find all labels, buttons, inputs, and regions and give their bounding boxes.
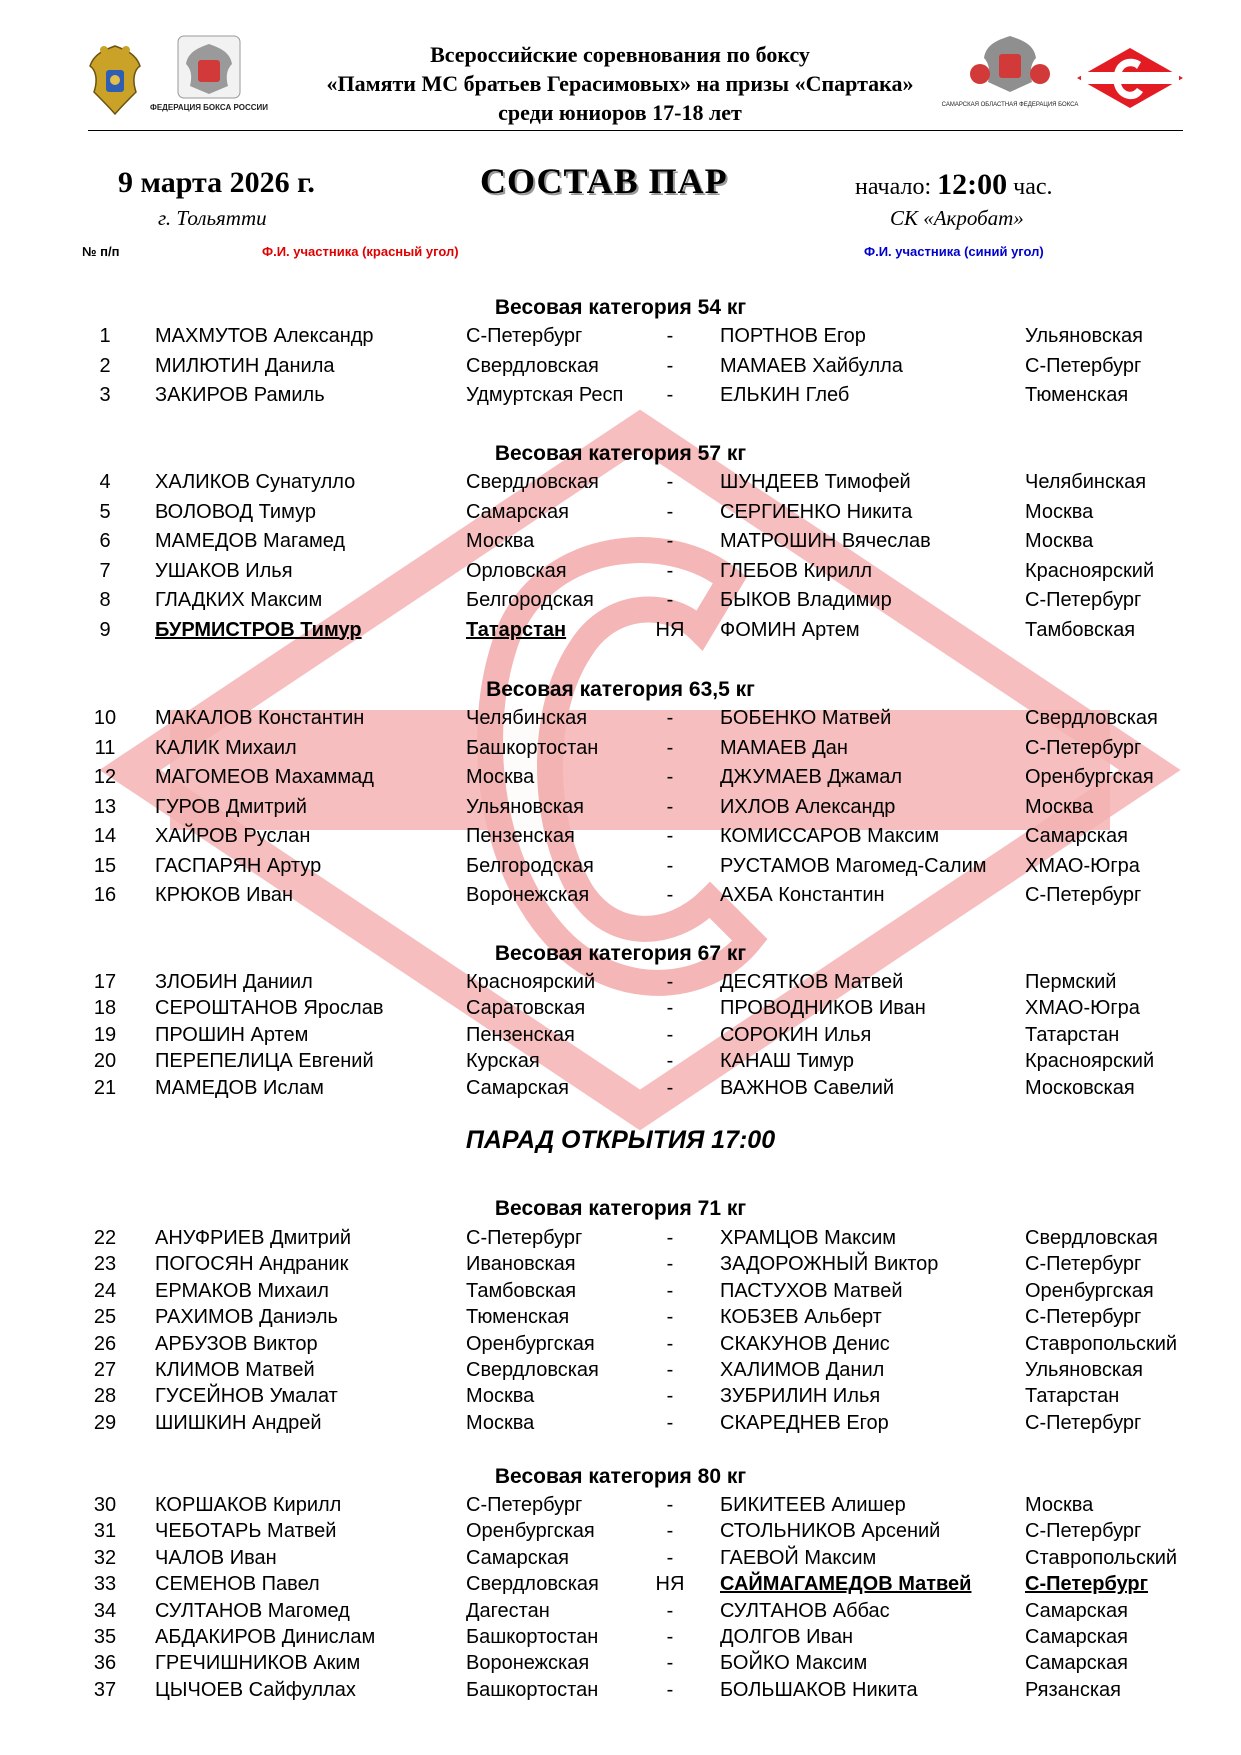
red-corner-name: ВОЛОВОД Тимур: [155, 500, 316, 523]
bout-row: [0, 501, 1241, 527]
blue-corner-name: СКАКУНОВ Денис: [720, 1332, 890, 1355]
blue-corner-region: Самарская: [1025, 1626, 1128, 1648]
bout-separator: -: [666, 1385, 674, 1408]
bout-number: 2: [99, 354, 111, 377]
blue-corner-region: С-Петербург: [1025, 354, 1142, 377]
blue-corner-region: Пермский: [1025, 971, 1117, 993]
red-corner-region: Башкортостан: [466, 1678, 599, 1701]
bout-separator: -: [666, 707, 674, 729]
red-corner-name: МАКАЛОВ Константин: [155, 707, 365, 729]
blue-corner-name: ФОМИН Артем: [720, 618, 860, 641]
red-corner-region: Пензенская: [466, 825, 575, 847]
bout-separator: -: [666, 1411, 674, 1434]
blue-corner-name: ДЖУМАЕВ Джамал: [720, 766, 902, 788]
bout-row: [0, 1253, 1241, 1279]
weight-category-heading: Весовая категория 54 кг: [494, 296, 747, 319]
bout-number: 21: [93, 1076, 117, 1099]
blue-corner-name: КОМИССАРОВ Максим: [720, 825, 940, 847]
bout-separator: -: [666, 736, 674, 759]
red-corner-region: Челябинская: [466, 707, 588, 729]
blue-corner-name: ГАЕВОЙ Максим: [720, 1546, 877, 1569]
red-corner-name: ХАЙРОВ Руслан: [155, 825, 311, 847]
blue-corner-name: СКАРЕДНЕВ Егор: [720, 1411, 889, 1434]
bout-number: 19: [93, 1023, 117, 1046]
red-corner-region: С-Петербург: [466, 1227, 583, 1249]
blue-corner-region: ХМАО-Югра: [1025, 997, 1140, 1020]
event-date: 9 марта 2026 г.: [118, 166, 315, 199]
blue-corner-name: ЕЛЬКИН Глеб: [720, 384, 850, 406]
weight-category-heading: Весовая категория 63,5 кг: [486, 678, 755, 701]
red-corner-name: МАГОМЕОВ Махаммад: [155, 766, 374, 788]
red-corner-name: КОРШАКОВ Кирилл: [155, 1494, 342, 1516]
event-title-line3: среди юниоров 17-18 лет: [498, 100, 742, 125]
bout-row: [0, 1494, 1241, 1520]
red-corner-name: СЕРОШТАНОВ Ярослав: [155, 997, 384, 1020]
bout-separator: -: [666, 500, 674, 523]
blue-corner-region: С-Петербург: [1025, 1411, 1142, 1434]
bout-number: 11: [94, 736, 116, 759]
blue-corner-name: ЗАДОРОЖНЫЙ Виктор: [720, 1253, 939, 1276]
red-corner-region: Дагестан: [466, 1599, 550, 1622]
blue-corner-name: БОЙКО Максим: [720, 1652, 868, 1675]
blue-corner-name: ПРОВОДНИКОВ Иван: [720, 997, 926, 1020]
bout-separator: -: [666, 997, 674, 1020]
red-corner-region: Москва: [466, 530, 535, 552]
red-corner-region: Самарская: [466, 500, 569, 523]
bout-number: 32: [93, 1546, 117, 1569]
bout-row: [0, 1359, 1241, 1385]
red-corner-name: ПЕРЕПЕЛИЦА Евгений: [155, 1050, 374, 1073]
bout-row: [0, 384, 1241, 410]
red-corner-name: ГУРОВ Дмитрий: [155, 795, 307, 818]
weight-category-heading: Весовая категория 80 кг: [494, 1465, 747, 1488]
blue-corner-name: САЙМАГАМЕДОВ Матвей: [720, 1573, 972, 1596]
blue-corner-name: ШУНДЕЕВ Тимофей: [720, 471, 911, 493]
blue-corner-name: ЗУБРИЛИН Илья: [720, 1385, 881, 1408]
bout-number: 26: [93, 1332, 117, 1355]
bout-row: [0, 1306, 1241, 1332]
bout-row: [0, 737, 1241, 763]
bout-separator: -: [666, 766, 674, 788]
red-corner-region: Воронежская: [466, 1652, 590, 1675]
bout-row: [0, 855, 1241, 881]
blue-corner-name: БИКИТЕЕВ Алишер: [720, 1494, 906, 1516]
blue-corner-name: СУЛТАНОВ Аббас: [720, 1599, 890, 1622]
red-corner-name: ПОГОСЯН Андраник: [155, 1253, 349, 1276]
bout-row: [0, 619, 1241, 645]
bout-separator: -: [666, 1332, 674, 1355]
blue-corner-name: СОРОКИН Илья: [720, 1023, 872, 1046]
weight-category-heading: Весовая категория 71 кг: [494, 1197, 747, 1220]
blue-corner-name: БОБЕНКО Матвей: [720, 707, 892, 729]
red-corner-region: Белгородская: [466, 589, 594, 611]
blue-corner-name: ВАЖНОВ Савелий: [720, 1076, 895, 1099]
red-corner-name: БУРМИСТРОВ Тимур: [155, 618, 362, 641]
blue-corner-region: Свердловская: [1025, 1227, 1158, 1249]
bout-number: 25: [93, 1306, 117, 1329]
bout-number: 4: [99, 471, 111, 493]
bout-separator: НЯ: [655, 1573, 685, 1596]
blue-corner-name: ИХЛОВ Александр: [720, 795, 896, 818]
bout-separator: -: [666, 1678, 674, 1701]
bout-separator: -: [666, 971, 674, 993]
bout-row: [0, 707, 1241, 733]
red-corner-name: МАМЕДОВ Ислам: [155, 1076, 324, 1099]
bout-row: [0, 560, 1241, 586]
samara-logo-text: САМАРСКАЯ ОБЛАСТНАЯ ФЕДЕРАЦИЯ БОКСА: [941, 102, 1079, 108]
bout-row: [0, 1227, 1241, 1253]
bout-row: [0, 1412, 1241, 1438]
bout-separator: -: [666, 795, 674, 818]
red-corner-name: ЧАЛОВ Иван: [155, 1546, 277, 1569]
blue-corner-name: БОЛЬШАКОВ Никита: [720, 1678, 918, 1701]
blue-corner-region: С-Петербург: [1025, 1253, 1142, 1276]
column-header-num: № п/п: [82, 244, 120, 259]
red-corner-region: Тамбовская: [466, 1279, 577, 1302]
blue-corner-region: Красноярский: [1025, 559, 1155, 582]
bout-separator: -: [666, 825, 674, 847]
bout-row: [0, 471, 1241, 497]
blue-corner-name: КАНАШ Тимур: [720, 1050, 855, 1073]
event-title: [250, 40, 990, 127]
blue-corner-name: РУСТАМОВ Магомед-Салим: [720, 854, 987, 877]
bout-row: [0, 1024, 1241, 1050]
blue-corner-name: ПОРТНОВ Егор: [720, 325, 866, 347]
bout-number: 17: [93, 971, 117, 993]
start-time-value: 12:00: [937, 168, 1008, 201]
red-corner-region: Свердловская: [466, 354, 599, 377]
blue-corner-region: Татарстан: [1025, 1023, 1120, 1046]
red-corner-name: МАМЕДОВ Магамед: [155, 530, 346, 552]
blue-corner-region: Оренбургская: [1025, 1279, 1154, 1302]
start-unit: час.: [1013, 174, 1053, 200]
bout-separator: -: [666, 530, 674, 552]
event-city: г. Тольятти: [158, 206, 267, 230]
bout-row: [0, 530, 1241, 556]
red-corner-name: КРЮКОВ Иван: [155, 884, 294, 906]
bout-number: 27: [93, 1359, 117, 1381]
boxing-federation-logo: [149, 32, 269, 122]
red-corner-name: АБДАКИРОВ Динислам: [155, 1626, 376, 1648]
red-corner-region: Москва: [466, 1385, 535, 1408]
bout-number: 16: [93, 884, 117, 906]
blue-corner-name: ДЕСЯТКОВ Матвей: [720, 971, 904, 993]
bout-row: [0, 325, 1241, 351]
bout-number: 22: [93, 1227, 117, 1249]
bout-row: [0, 355, 1241, 381]
red-corner-region: Свердловская: [466, 471, 599, 493]
red-corner-region: Ульяновская: [466, 795, 584, 818]
blue-corner-name: СЕРГИЕНКО Никита: [720, 500, 913, 523]
blue-corner-region: Самарская: [1025, 1652, 1128, 1675]
red-corner-name: ГРЕЧИШНИКОВ Аким: [155, 1652, 361, 1675]
bout-separator: -: [666, 559, 674, 582]
blue-corner-region: С-Петербург: [1025, 1573, 1148, 1596]
blue-corner-region: Москва: [1025, 500, 1094, 523]
column-header-blue: Ф.И. участника (синий угол): [864, 244, 1044, 259]
bout-separator: -: [666, 354, 674, 377]
bout-number: 10: [93, 707, 117, 729]
red-corner-region: Белгородская: [466, 854, 594, 877]
blue-corner-region: Самарская: [1025, 825, 1128, 847]
blue-corner-region: С-Петербург: [1025, 884, 1142, 906]
blue-corner-region: Московская: [1025, 1076, 1135, 1099]
blue-corner-region: Оренбургская: [1025, 766, 1154, 788]
red-corner-region: Башкортостан: [466, 736, 599, 759]
bout-number: 24: [93, 1279, 117, 1302]
bout-number: 9: [99, 618, 111, 641]
blue-corner-region: ХМАО-Югра: [1025, 854, 1140, 877]
blue-corner-name: МАМАЕВ Дан: [720, 736, 848, 759]
red-corner-name: КЛИМОВ Матвей: [155, 1359, 315, 1381]
blue-corner-name: ГЛЕБОВ Кирилл: [720, 559, 872, 582]
blue-corner-name: КОБЗЕВ Альберт: [720, 1306, 882, 1329]
bout-row: [0, 1573, 1241, 1599]
bout-number: 20: [93, 1050, 117, 1073]
red-corner-region: Пензенская: [466, 1023, 575, 1046]
blue-corner-name: МАМАЕВ Хайбулла: [720, 354, 903, 377]
red-corner-region: Татарстан: [466, 618, 567, 641]
bout-separator: -: [666, 1520, 674, 1543]
bout-number: 36: [93, 1652, 117, 1675]
start-time: [855, 168, 1053, 202]
spartak-logo-icon: [1075, 46, 1185, 110]
red-corner-name: ШИШКИН Андрей: [155, 1411, 322, 1434]
bout-number: 29: [93, 1411, 117, 1434]
blue-corner-region: Тюменская: [1025, 384, 1129, 406]
red-corner-name: ЕРМАКОВ Михаил: [155, 1279, 329, 1302]
blue-corner-region: С-Петербург: [1025, 589, 1142, 611]
blue-corner-name: АХБА Константин: [720, 884, 885, 906]
bout-row: [0, 1547, 1241, 1573]
bout-separator: -: [666, 1599, 674, 1622]
red-corner-name: УШАКОВ Илья: [155, 559, 293, 582]
red-corner-name: ЗАКИРОВ Рамиль: [155, 384, 325, 406]
bout-separator: -: [666, 884, 674, 906]
blue-corner-region: С-Петербург: [1025, 1306, 1142, 1329]
blue-corner-region: Москва: [1025, 530, 1094, 552]
bout-separator: НЯ: [655, 618, 685, 641]
red-corner-region: Самарская: [466, 1076, 569, 1099]
event-venue: СК «Акробат»: [890, 206, 1024, 230]
red-corner-region: Башкортостан: [466, 1626, 599, 1648]
bout-number: 3: [99, 384, 111, 406]
red-corner-name: ГАСПАРЯН Артур: [155, 854, 322, 877]
bout-row: [0, 1600, 1241, 1626]
header-divider: [88, 130, 1183, 131]
bout-row: [0, 589, 1241, 615]
blue-corner-region: Татарстан: [1025, 1385, 1120, 1408]
bout-number: 14: [93, 825, 117, 847]
blue-corner-name: БЫКОВ Владимир: [720, 589, 892, 611]
bout-row: [0, 1385, 1241, 1411]
red-corner-region: Саратовская: [466, 997, 586, 1020]
bout-separator: -: [666, 589, 674, 611]
russia-emblem-icon: [84, 40, 146, 118]
blue-corner-name: МАТРОШИН Вячеслав: [720, 530, 931, 552]
bout-row: [0, 1333, 1241, 1359]
bout-number: 13: [93, 795, 117, 818]
bout-number: 18: [93, 997, 117, 1020]
red-corner-name: РАХИМОВ Даниэль: [155, 1306, 338, 1329]
page-title: СОСТАВ ПАР: [480, 161, 728, 201]
bout-number: 7: [99, 559, 111, 582]
red-corner-name: МАХМУТОВ Александр: [155, 325, 374, 347]
bout-row: [0, 997, 1241, 1023]
bout-row: [0, 884, 1241, 910]
blue-corner-region: С-Петербург: [1025, 1520, 1142, 1543]
bout-number: 5: [99, 500, 111, 523]
bout-separator: -: [666, 471, 674, 493]
blue-corner-region: Ульяновская: [1025, 325, 1143, 347]
red-corner-region: Удмуртская Респ: [466, 384, 624, 406]
blue-corner-region: Челябинская: [1025, 471, 1147, 493]
bout-number: 33: [93, 1573, 117, 1596]
bout-number: 34: [93, 1599, 117, 1622]
bout-separator: -: [666, 1023, 674, 1046]
bout-separator: -: [666, 384, 674, 406]
bout-number: 6: [99, 530, 111, 552]
bout-separator: -: [666, 1546, 674, 1569]
blue-corner-region: Ставропольский: [1025, 1546, 1178, 1569]
red-corner-name: КАЛИК Михаил: [155, 736, 297, 759]
bout-separator: -: [666, 1652, 674, 1675]
bout-row: [0, 825, 1241, 851]
red-corner-name: АНУФРИЕВ Дмитрий: [155, 1227, 352, 1249]
red-corner-region: Воронежская: [466, 884, 590, 906]
red-corner-name: ХАЛИКОВ Сунатулло: [155, 471, 356, 493]
bout-number: 8: [99, 589, 111, 611]
red-corner-region: Свердловская: [466, 1573, 599, 1596]
blue-corner-region: С-Петербург: [1025, 736, 1142, 759]
red-corner-region: Москва: [466, 1411, 535, 1434]
blue-corner-region: Ставропольский: [1025, 1332, 1178, 1355]
red-corner-name: СУЛТАНОВ Магомед: [155, 1599, 350, 1622]
bout-separator: -: [666, 1494, 674, 1516]
red-corner-region: Оренбургская: [466, 1520, 595, 1543]
bout-separator: -: [666, 1359, 674, 1381]
red-corner-region: Москва: [466, 766, 535, 788]
red-corner-name: АРБУЗОВ Виктор: [155, 1332, 318, 1355]
red-corner-region: С-Петербург: [466, 1494, 583, 1516]
bout-separator: -: [666, 1050, 674, 1073]
bout-number: 23: [93, 1253, 117, 1276]
red-corner-name: ЗЛОБИН Даниил: [155, 971, 313, 993]
bout-row: [0, 796, 1241, 822]
red-corner-name: СЕМЕНОВ Павел: [155, 1573, 320, 1596]
weight-category-heading: Весовая категория 67 кг: [494, 942, 747, 965]
blue-corner-region: Рязанская: [1025, 1678, 1121, 1701]
bout-row: [0, 1077, 1241, 1103]
event-title-line2: «Памяти МС братьев Герасимовых» на призы «Спартака»: [326, 71, 914, 96]
red-corner-name: ПРОШИН Артем: [155, 1023, 309, 1046]
blue-corner-name: ДОЛГОВ Иван: [720, 1626, 854, 1648]
blue-corner-region: Свердловская: [1025, 707, 1158, 729]
blue-corner-name: ХАЛИМОВ Данил: [720, 1359, 885, 1381]
blue-corner-name: ХРАМЦОВ Максим: [720, 1227, 897, 1249]
red-corner-region: Самарская: [466, 1546, 569, 1569]
red-corner-region: Оренбургская: [466, 1332, 595, 1355]
bout-row: [0, 971, 1241, 997]
red-corner-name: МИЛЮТИН Данила: [155, 354, 335, 377]
blue-corner-region: Красноярский: [1025, 1050, 1155, 1073]
bout-separator: -: [666, 1227, 674, 1249]
red-corner-region: Красноярский: [466, 971, 596, 993]
federation-logo-text-1: ФЕДЕРАЦИЯ БОКСА РОССИИ: [149, 103, 269, 112]
blue-corner-region: Самарская: [1025, 1599, 1128, 1622]
red-corner-region: Тюменская: [466, 1306, 570, 1329]
blue-corner-region: Москва: [1025, 795, 1094, 818]
red-corner-name: ЧЕБОТАРЬ Матвей: [155, 1520, 337, 1543]
bout-number: 30: [93, 1494, 117, 1516]
column-header-red: Ф.И. участника (красный угол): [262, 244, 459, 259]
red-corner-name: ГЛАДКИХ Максим: [155, 589, 323, 611]
bout-row: [0, 1280, 1241, 1306]
bout-separator: -: [666, 325, 674, 347]
bout-row: [0, 1050, 1241, 1076]
bout-number: 15: [93, 854, 117, 877]
bout-separator: -: [666, 1306, 674, 1329]
bout-row: [0, 766, 1241, 792]
weight-category-heading: Весовая категория 57 кг: [494, 442, 747, 465]
bout-number: 31: [93, 1520, 117, 1543]
bout-number: 37: [93, 1678, 117, 1701]
red-corner-region: Свердловская: [466, 1359, 599, 1381]
blue-corner-region: Ульяновская: [1025, 1359, 1143, 1381]
bout-row: [0, 1520, 1241, 1546]
bout-number: 12: [93, 766, 117, 788]
blue-corner-region: Тамбовская: [1025, 618, 1136, 641]
bout-separator: -: [666, 854, 674, 877]
red-corner-region: Курская: [466, 1050, 540, 1073]
bout-separator: -: [666, 1626, 674, 1648]
bout-row: [0, 1626, 1241, 1652]
bout-separator: -: [666, 1253, 674, 1276]
bout-number: 28: [93, 1385, 117, 1408]
red-corner-name: ЦЫЧОЕВ Сайфуллах: [155, 1678, 356, 1701]
bout-separator: -: [666, 1076, 674, 1099]
bout-separator: -: [666, 1279, 674, 1302]
parade-announcement: ПАРАД ОТКРЫТИЯ 17:00: [465, 1126, 776, 1154]
bout-number: 1: [99, 325, 111, 347]
blue-corner-region: Москва: [1025, 1494, 1094, 1516]
start-label: начало:: [855, 174, 932, 200]
event-title-line1: Всероссийские соревнования по боксу: [430, 42, 810, 67]
bout-row: [0, 1652, 1241, 1678]
red-corner-region: Орловская: [466, 559, 567, 582]
bout-number: 35: [93, 1626, 117, 1648]
red-corner-name: ГУСЕЙНОВ Умалат: [155, 1385, 338, 1408]
red-corner-region: Ивановская: [466, 1253, 576, 1276]
blue-corner-name: СТОЛЬНИКОВ Арсений: [720, 1520, 941, 1543]
red-corner-region: С-Петербург: [466, 325, 583, 347]
blue-corner-name: ПАСТУХОВ Матвей: [720, 1279, 903, 1302]
bout-row: [0, 1679, 1241, 1705]
